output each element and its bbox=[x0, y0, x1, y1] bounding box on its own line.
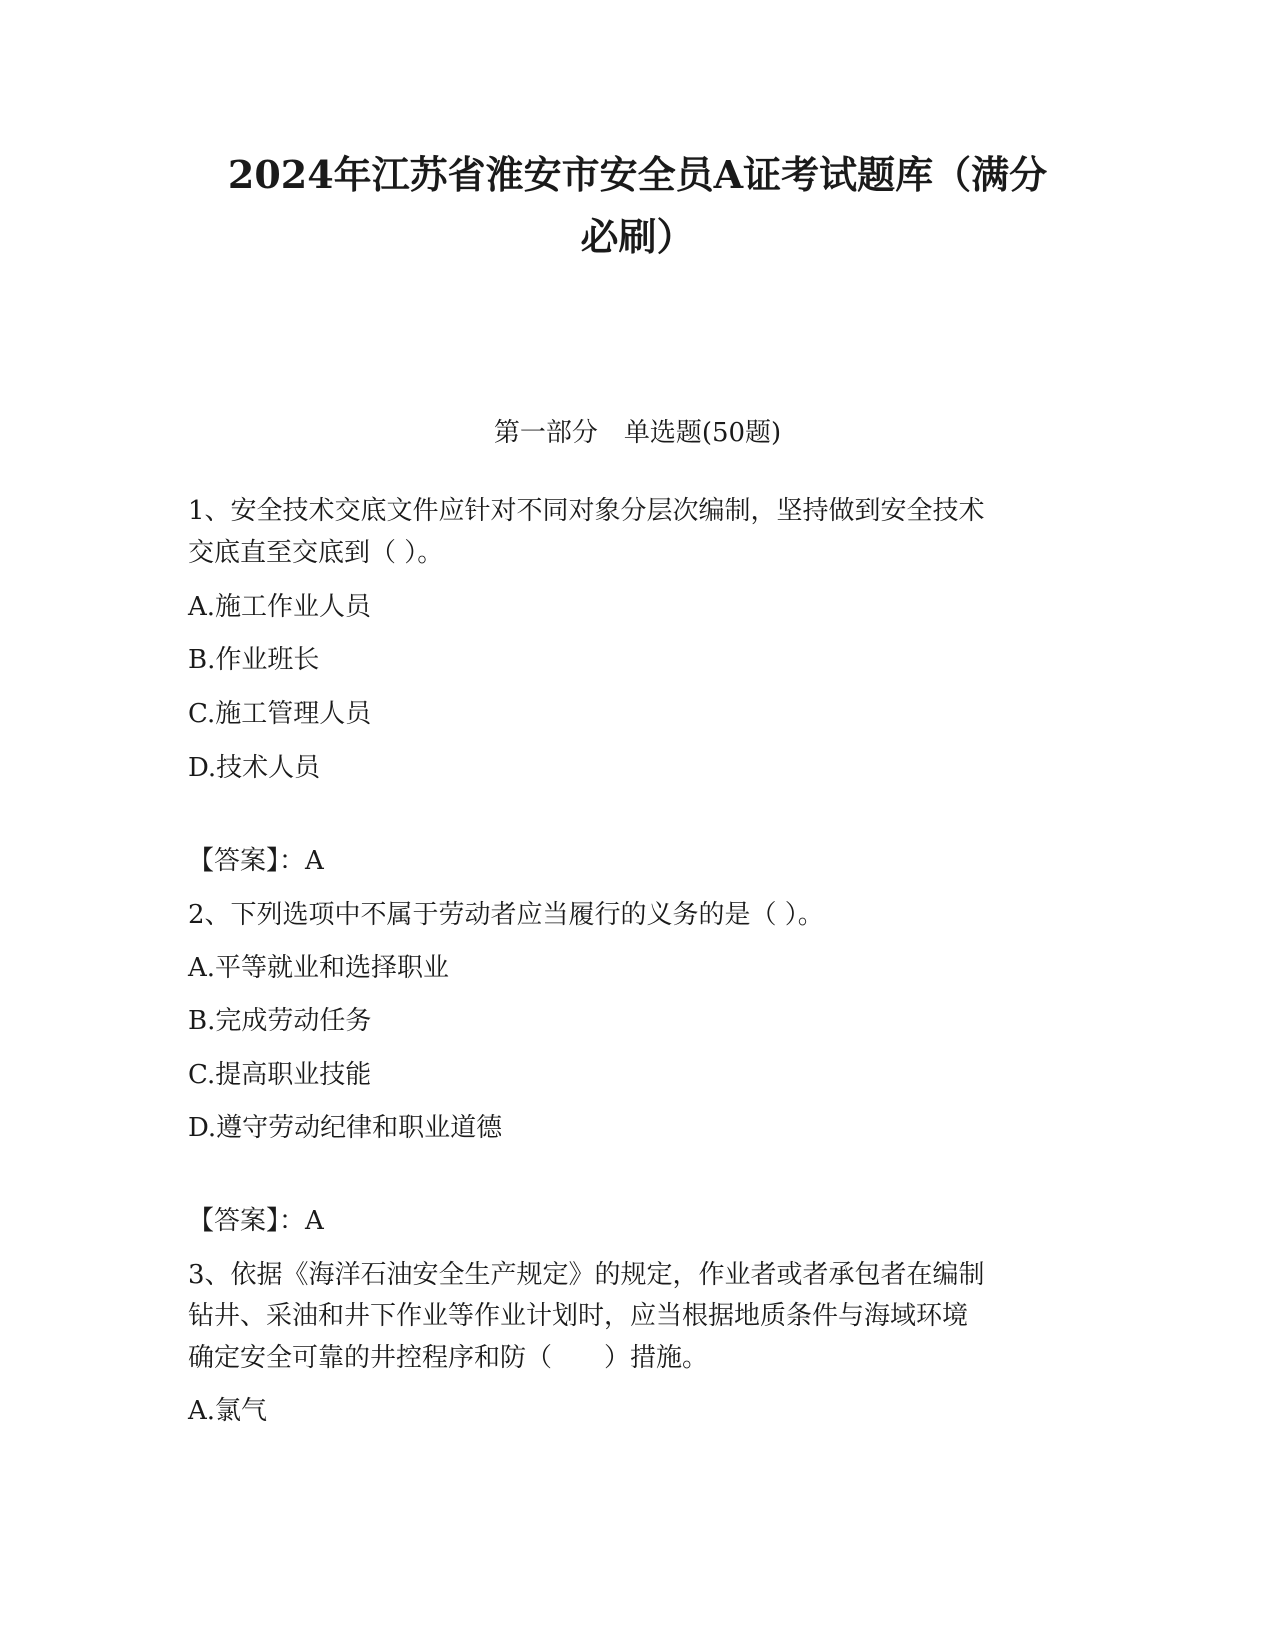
question-1-stem-line-1: 1、安全技术交底文件应针对不同对象分层次编制，坚持做到安全技术 bbox=[188, 496, 985, 526]
document-title-line-1: 2024年江苏省淮安市安全员A证考试题库（满分 bbox=[227, 152, 1048, 197]
question-1-option-b: B.作业班长 bbox=[188, 645, 320, 675]
document-title-line-2: 必刷） bbox=[580, 214, 695, 259]
question-2-option-b: B.完成劳动任务 bbox=[188, 1006, 372, 1036]
question-2-option-c: C.提高职业技能 bbox=[188, 1060, 372, 1090]
question-2-answer: 【答案】：A bbox=[188, 1206, 324, 1236]
question-3-stem-line-1: 3、依据《海洋石油安全生产规定》的规定，作业者或者承包者在编制 bbox=[188, 1260, 985, 1290]
question-1-stem-line-2: 交底直至交底到（ ）。 bbox=[188, 538, 444, 568]
question-1-option-a: A.施工作业人员 bbox=[188, 592, 372, 622]
question-1-option-d: D.技术人员 bbox=[188, 753, 321, 783]
question-1-option-c: C.施工管理人员 bbox=[188, 699, 372, 729]
question-3-stem-line-3: 确定安全可靠的井控程序和防（ ）措施。 bbox=[188, 1343, 709, 1373]
question-3-option-a: A.氯气 bbox=[188, 1396, 268, 1426]
section-heading: 第一部分 单选题(50题) bbox=[493, 418, 782, 448]
question-2-option-a: A.平等就业和选择职业 bbox=[188, 953, 450, 983]
question-3-stem-line-2: 钻井、采油和井下作业等作业计划时，应当根据地质条件与海域环境 bbox=[188, 1301, 969, 1331]
question-1-answer: 【答案】：A bbox=[188, 846, 324, 876]
question-2-stem-line-1: 2、下列选项中不属于劳动者应当履行的义务的是（ ）。 bbox=[188, 900, 824, 930]
question-2-option-d: D.遵守劳动纪律和职业道德 bbox=[188, 1113, 503, 1143]
